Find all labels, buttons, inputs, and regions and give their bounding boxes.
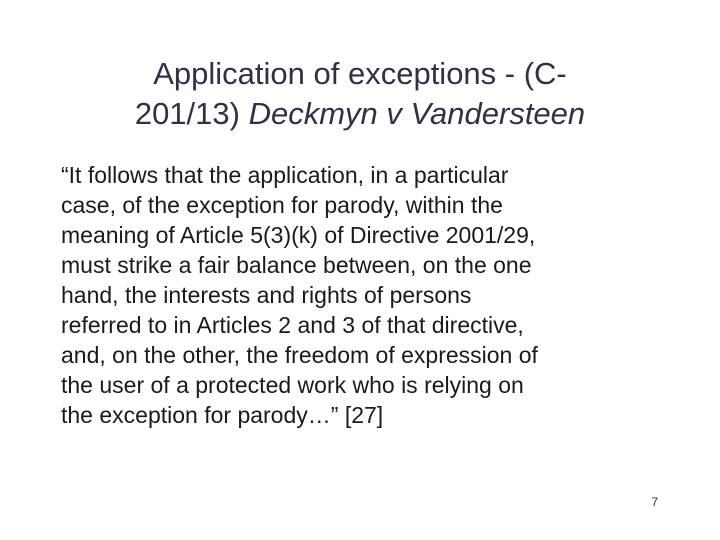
quote-line: hand, the interests and rights of persons [61, 282, 472, 308]
title-line-1: Application of exceptions - (C- [153, 56, 567, 91]
slide-number: 7 [651, 495, 658, 509]
title-case-name: Deckmyn v Vandersteen [248, 96, 586, 131]
quote-line: meaning of Article 5(3)(k) of Directive 2001/29, [61, 222, 536, 248]
quote-line: the exception for parody…” [27] [61, 402, 384, 428]
quote-line: referred to in Articles 2 and 3 of that directive, [61, 312, 524, 338]
quote-line: must strike a fair balance between, on the one [61, 252, 532, 278]
quote-text [61, 160, 701, 430]
title-case-number: 201/13) [134, 96, 249, 131]
quote-line: case, of the exception for parody, within the [61, 192, 503, 218]
quote-line: the user of a protected work who is relying on [61, 372, 524, 398]
title-line-2 [60, 94, 660, 134]
quote-line: “It follows that the application, in a particular [61, 162, 509, 188]
quote-line: and, on the other, the freedom of expression of [61, 342, 538, 368]
slide-title [60, 54, 660, 134]
